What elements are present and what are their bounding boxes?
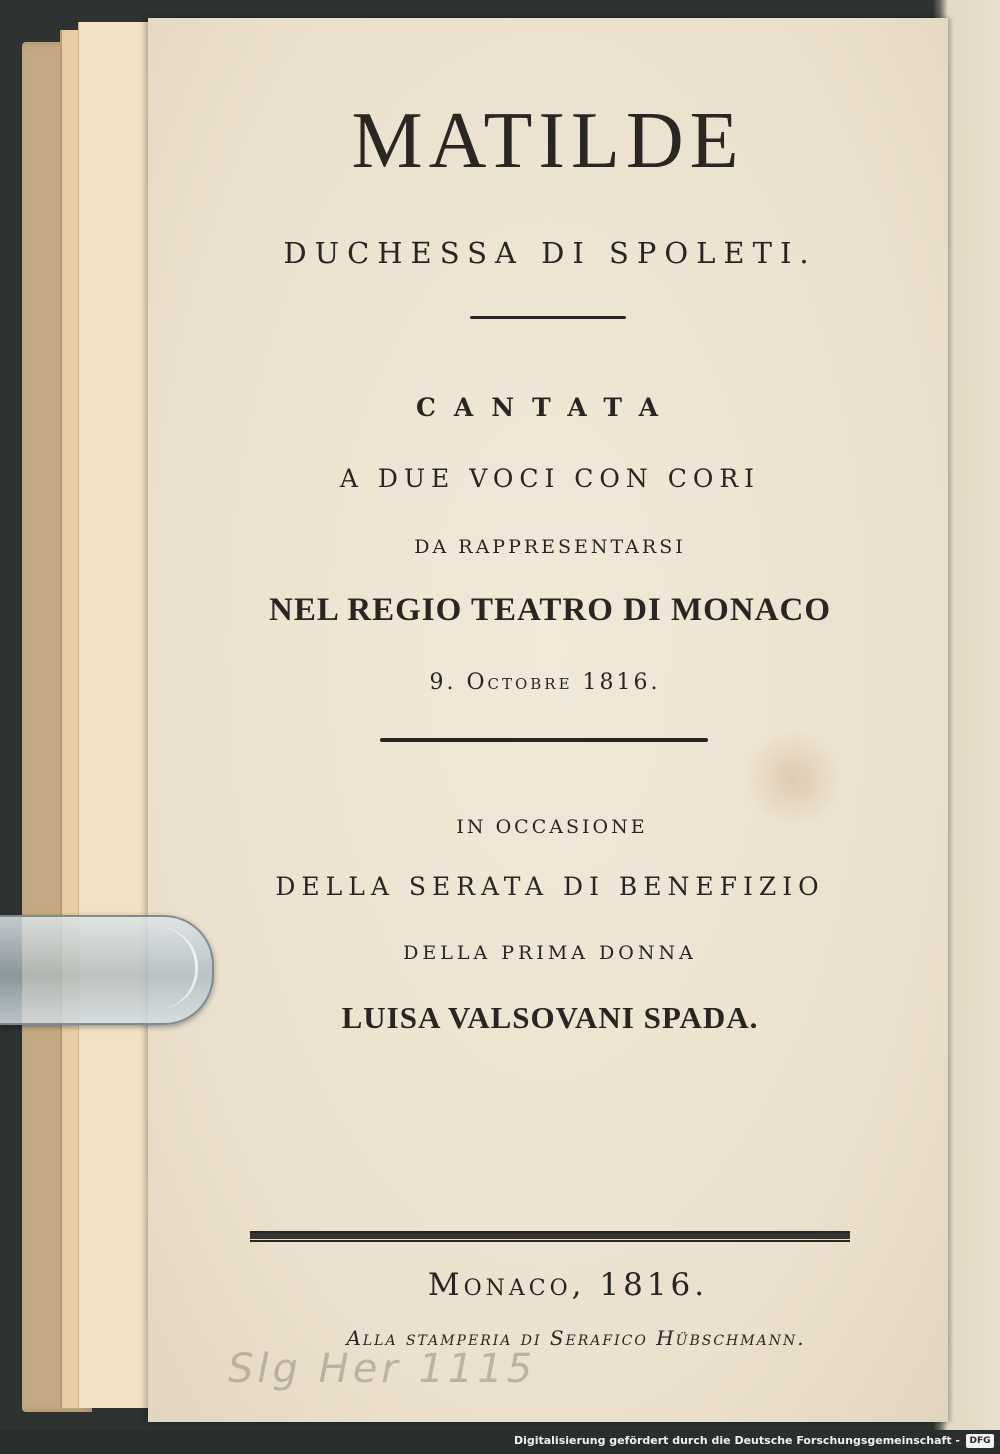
divider-rule-middle xyxy=(380,738,708,742)
document-subtitle: DUCHESSA DI SPOLETI. xyxy=(283,236,817,270)
voices-line: A DUE VOCI CON CORI xyxy=(339,464,761,493)
performance-line: DA RAPPRESENTARSI xyxy=(414,536,686,558)
imprint-place: Monaco, 1816. xyxy=(427,1267,709,1303)
bookmark-clip xyxy=(0,915,214,1025)
serata-line: DELLA SERATA DI BENEFIZIO xyxy=(275,872,825,901)
occasion-line: IN OCCASIONE xyxy=(456,816,648,838)
dfg-logo-icon: DFG xyxy=(966,1434,994,1448)
divider-rule-top xyxy=(470,316,626,319)
date-line: 9. Octobre 1816. xyxy=(429,670,661,695)
funding-credit: Digitalisierung gefördert durch die Deutsche Forschungsgemeinschaft - xyxy=(513,1434,960,1447)
prima-donna-line: DELLA PRIMA DONNA xyxy=(403,942,697,964)
genre-line: CANTATA xyxy=(415,393,677,422)
divider-rule-bottom xyxy=(250,1231,850,1239)
singer-name: LUISA VALSOVANI SPADA. xyxy=(341,1000,759,1035)
theatre-line: NEL REGIO TEATRO DI MONACO xyxy=(268,592,832,628)
imprint-printer: Alla stamperia di Serafico Hübschmann. xyxy=(346,1326,806,1350)
document-title: MATILDE xyxy=(351,97,745,185)
handwritten-shelfmark: Slg Her 1115 xyxy=(228,1346,537,1392)
divider-rule-bottom-thin xyxy=(250,1240,850,1242)
title-page xyxy=(148,18,948,1422)
